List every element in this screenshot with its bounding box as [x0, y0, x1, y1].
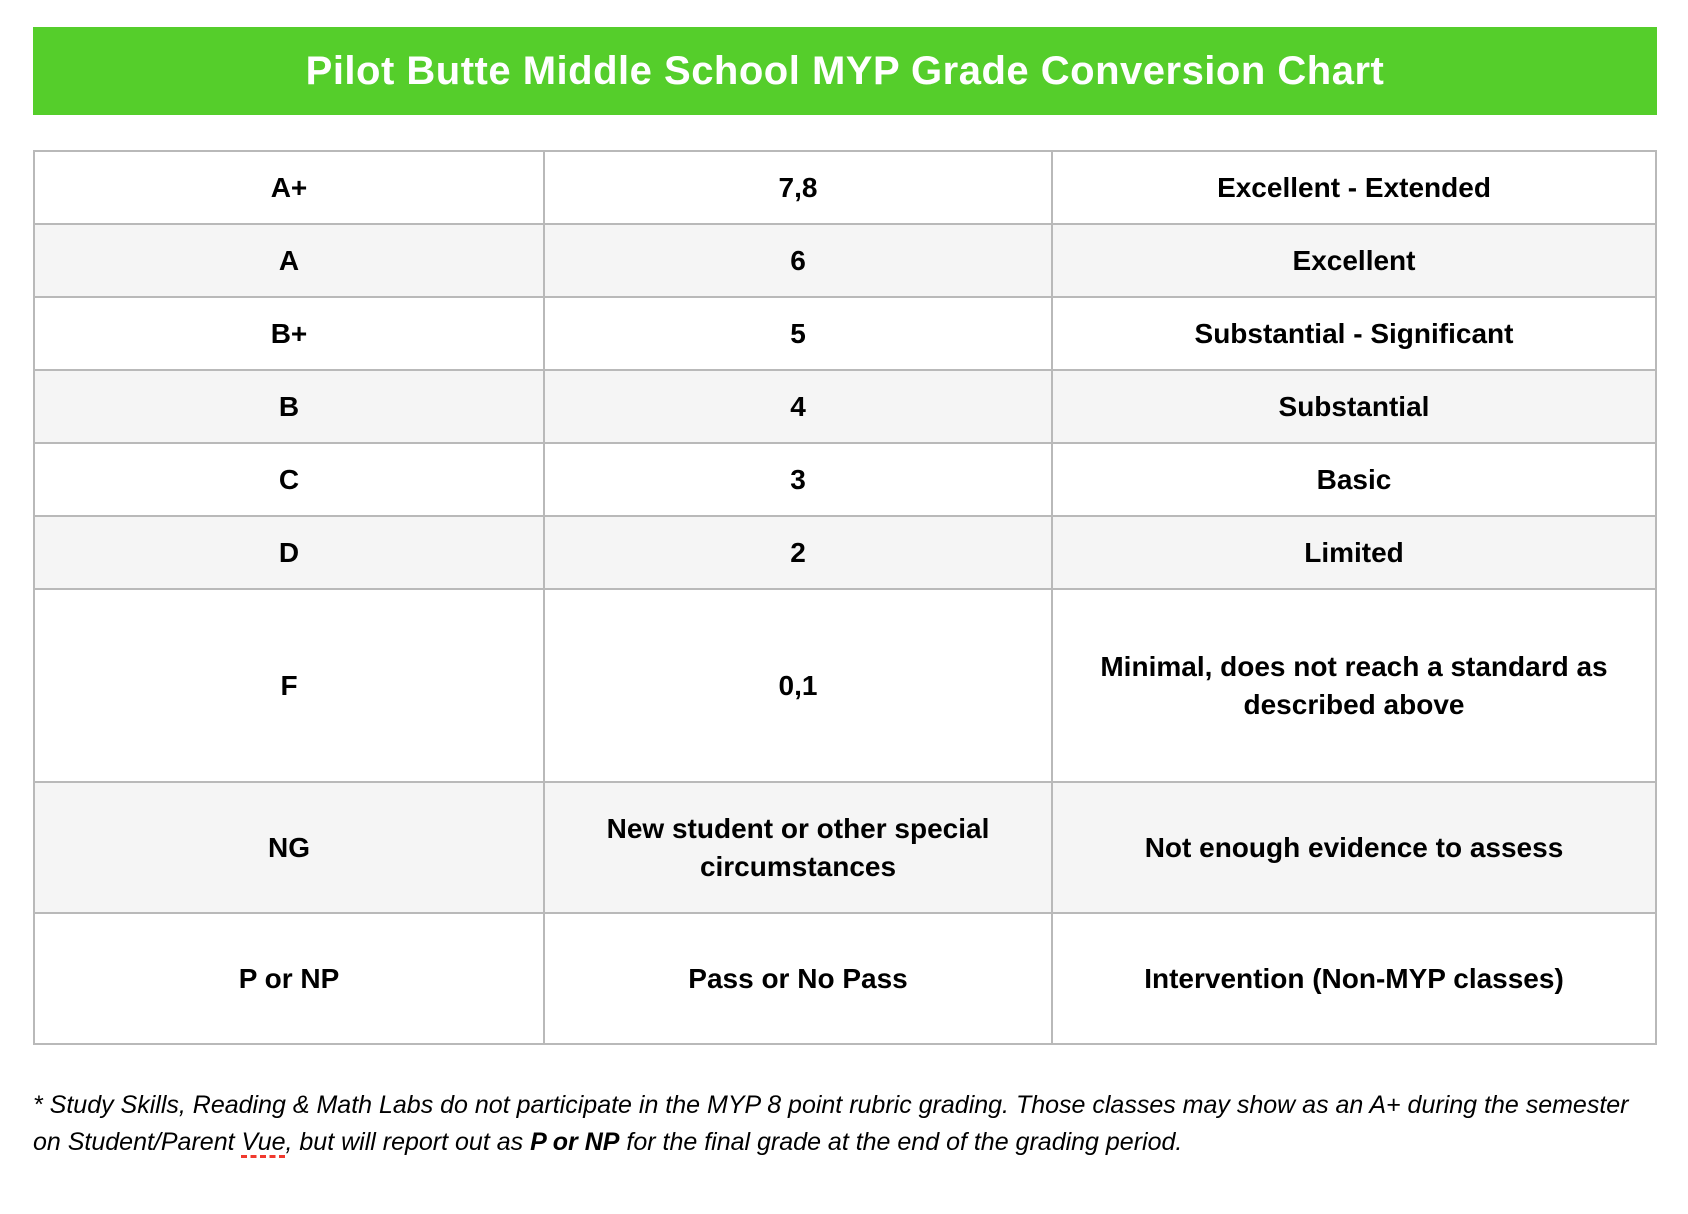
footnote-text-end: for the final grade at the end of the grading period.	[619, 1127, 1183, 1156]
table-row	[34, 224, 1656, 297]
description-cell: Substantial	[1052, 370, 1656, 443]
grade-cell: B+	[34, 297, 544, 370]
page-title: Pilot Butte Middle School MYP Grade Conversion Chart	[305, 48, 1385, 93]
title-banner	[33, 27, 1657, 115]
description-cell: Basic	[1052, 443, 1656, 516]
myp-score-cell: 4	[544, 370, 1052, 443]
myp-score-cell: 2	[544, 516, 1052, 589]
footnote	[33, 1087, 1629, 1160]
description-cell: Intervention (Non-MYP classes)	[1052, 913, 1656, 1044]
footnote-bold-text: P or NP	[530, 1127, 620, 1156]
description-cell: Minimal, does not reach a standard as described above	[1052, 589, 1656, 782]
grade-cell: P or NP	[34, 913, 544, 1044]
footnote-text-start: * Study Skills, Reading & Math Labs do not participate in the MYP 8 point rubric grading. Those classes may show as an A+ during the semester on Student/Parent	[33, 1091, 1629, 1156]
myp-score-cell: 0,1	[544, 589, 1052, 782]
grade-cell: B	[34, 370, 544, 443]
grade-cell: NG	[34, 782, 544, 913]
myp-score-cell: 5	[544, 297, 1052, 370]
grade-cell: D	[34, 516, 544, 589]
table-row	[34, 151, 1656, 224]
footnote-misspelled-word: Vue	[241, 1127, 286, 1156]
myp-score-cell: Pass or No Pass	[544, 913, 1052, 1044]
grade-cell: A	[34, 224, 544, 297]
table-row	[34, 782, 1656, 913]
table-row	[34, 516, 1656, 589]
table-row	[34, 913, 1656, 1044]
footnote-text-middle: , but will report out as	[285, 1127, 531, 1156]
grade-cell: C	[34, 443, 544, 516]
table-row	[34, 589, 1656, 782]
myp-score-cell: 6	[544, 224, 1052, 297]
grade-conversion-table	[33, 150, 1657, 1045]
table-row	[34, 443, 1656, 516]
grade-cell: A+	[34, 151, 544, 224]
grade-conversion-table-wrapper	[33, 150, 1655, 1045]
table-row	[34, 297, 1656, 370]
description-cell: Excellent - Extended	[1052, 151, 1656, 224]
table-row	[34, 370, 1656, 443]
description-cell: Substantial - Significant	[1052, 297, 1656, 370]
description-cell: Excellent	[1052, 224, 1656, 297]
myp-score-cell: New student or other special circumstances	[544, 782, 1052, 913]
description-cell: Not enough evidence to assess	[1052, 782, 1656, 913]
grade-cell: F	[34, 589, 544, 782]
description-cell: Limited	[1052, 516, 1656, 589]
myp-score-cell: 7,8	[544, 151, 1052, 224]
myp-score-cell: 3	[544, 443, 1052, 516]
